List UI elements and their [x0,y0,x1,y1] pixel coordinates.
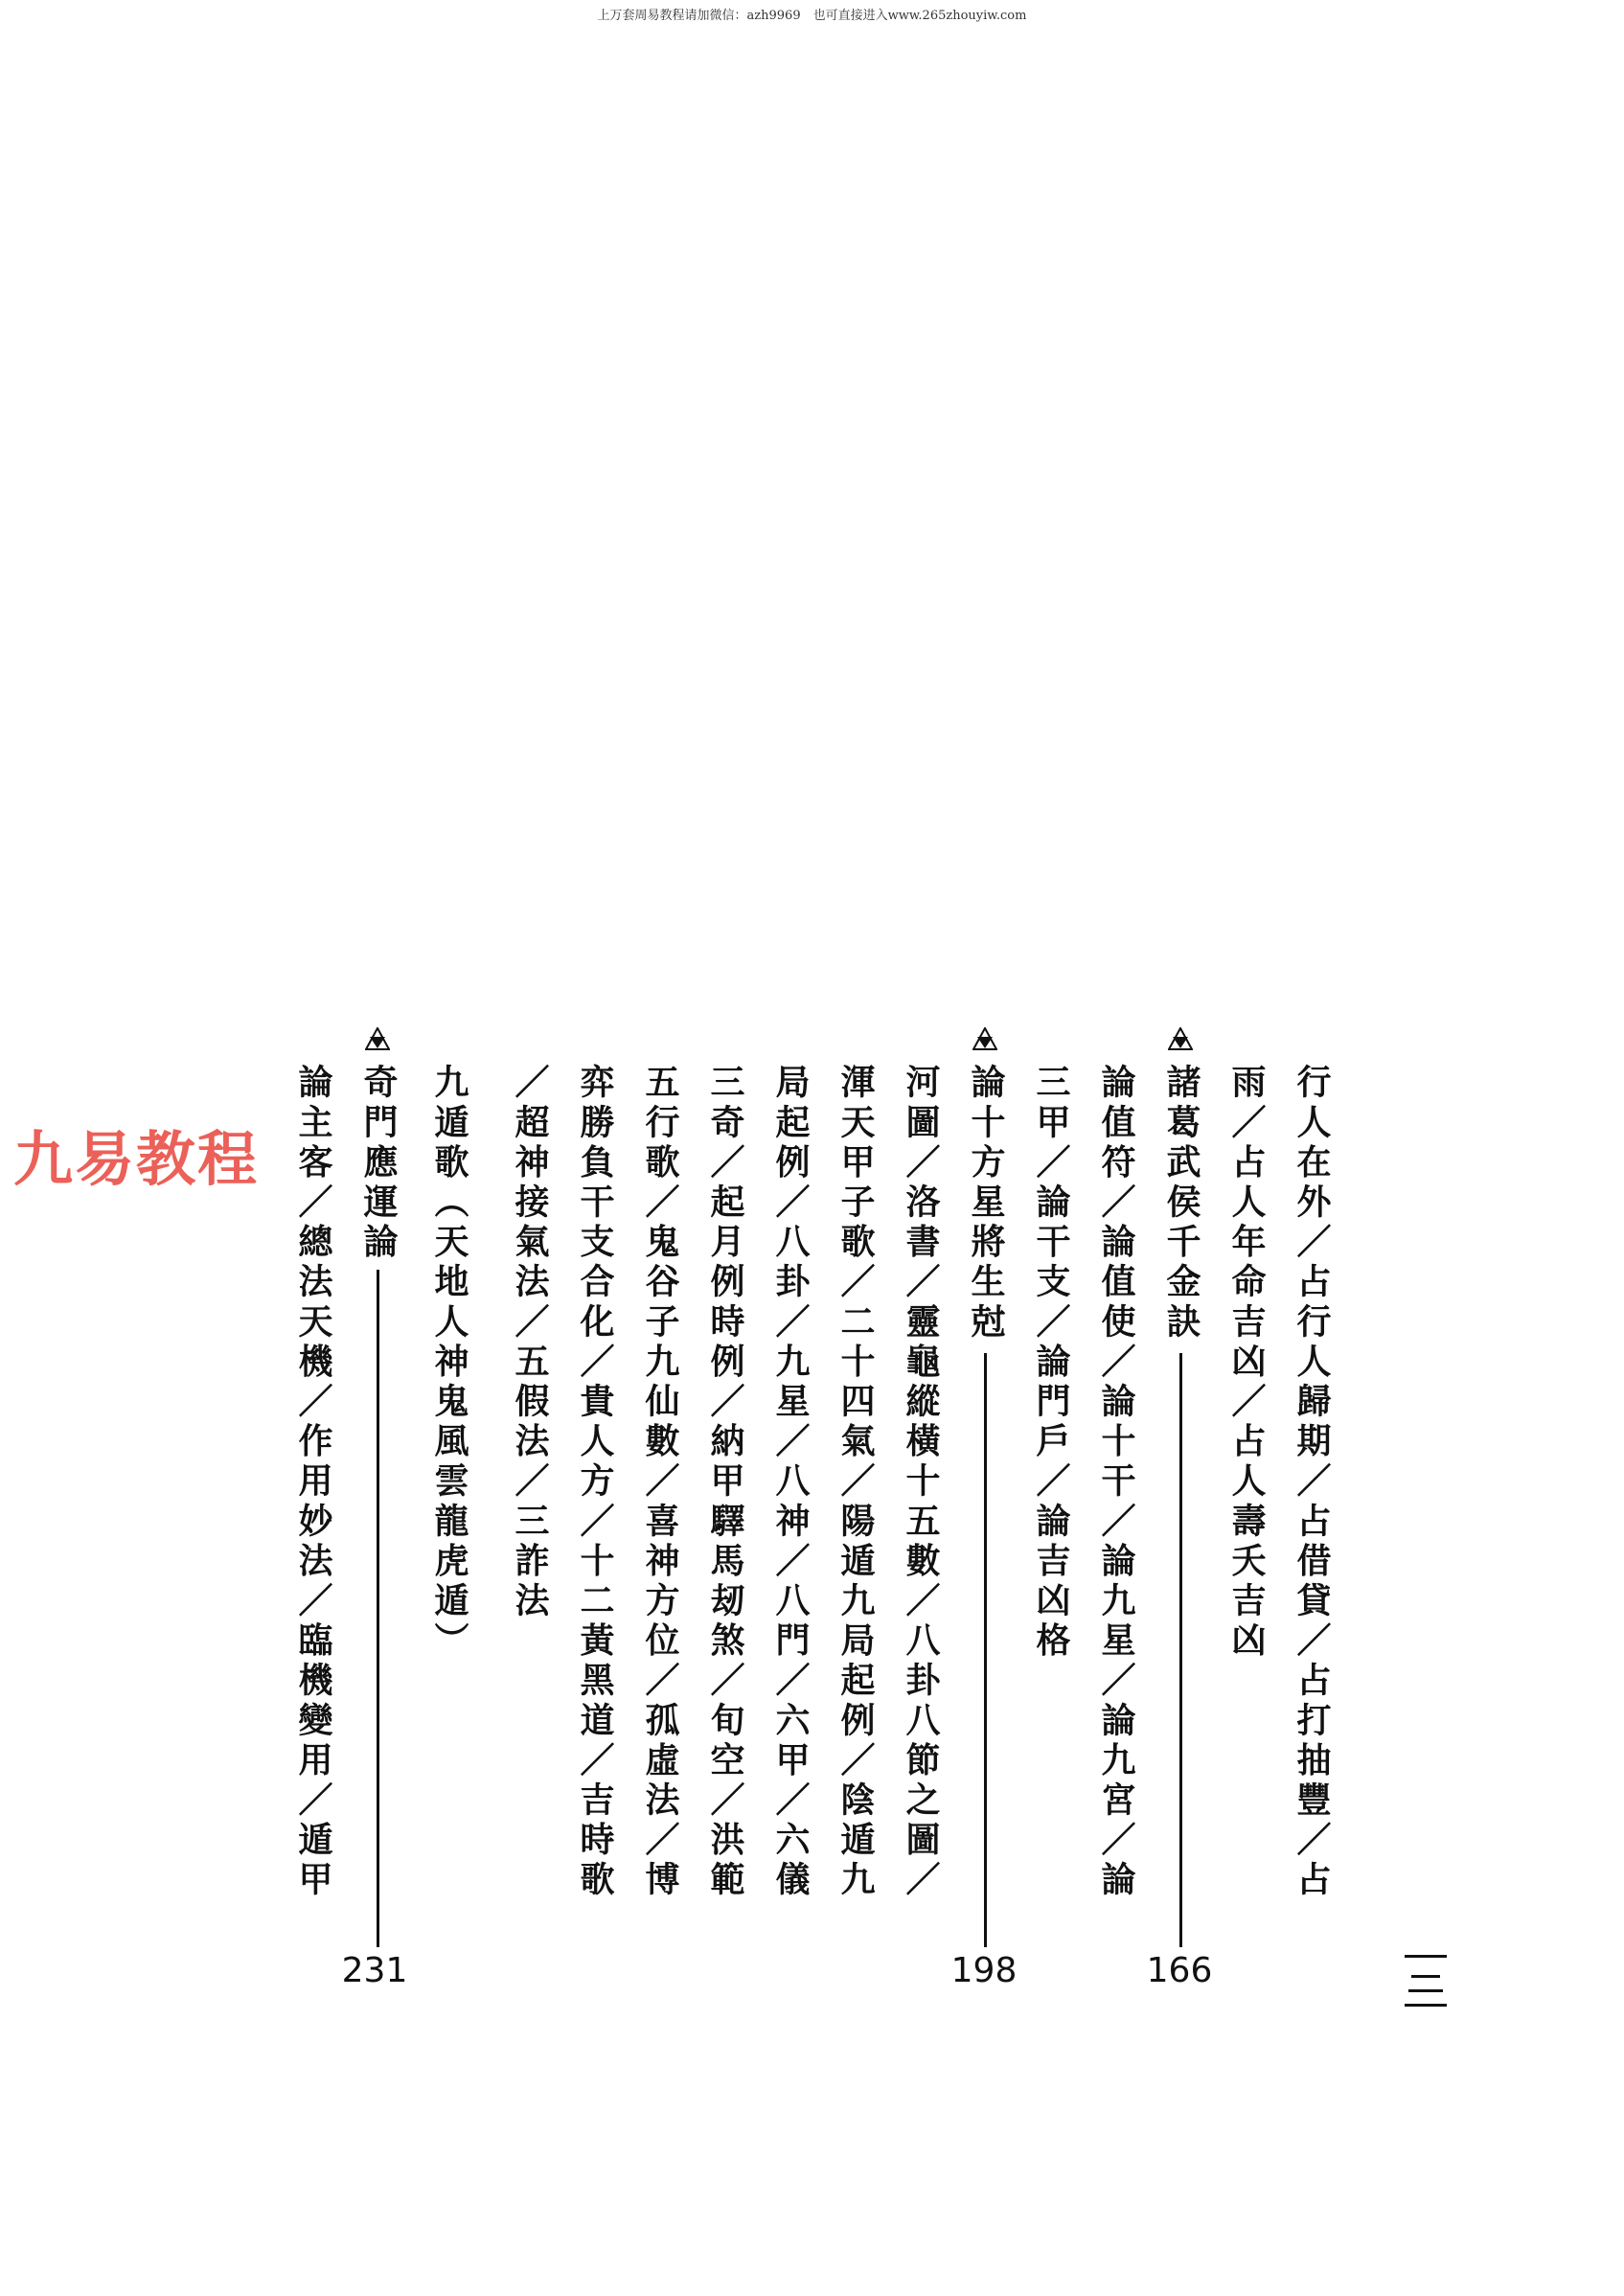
text-line: ／超神接氣法／五假法／三詐法 [510,1064,549,1622]
text-line: 弈勝負干支合化／貴人方／十二黃黑道／吉時歌 [575,1064,614,1901]
page-number-mark [1405,1955,1447,2018]
watermark-logo: 九易教程 [13,1124,260,1194]
text-line: 雨／占人年命吉凶／占人壽夭吉凶 [1226,1064,1266,1662]
triangle-marker-icon [972,1027,997,1050]
text-line: 三甲／論干支／論門戶／論吉凶格 [1031,1064,1070,1662]
header-banner: 上万套周易教程请加微信：azh9969 也可直接进入www.265zhouyiw.com [597,9,1027,23]
page-ref: 231 [341,1951,408,1990]
page-ref: 198 [950,1951,1018,1990]
leader-rule [1179,1353,1182,1947]
text-line: 三奇／起月例時例／納甲驛馬刼煞／旬空／洪範 [705,1064,744,1901]
leader-rule [984,1353,987,1947]
section-heading: 諸葛武侯千金訣 [1161,1064,1201,1343]
triangle-marker-icon [365,1027,390,1050]
text-line: 局起例／八卦／九星／八神／八門／六甲／六儀 [770,1064,810,1901]
text-line: 論值符／論值使／論十干／論九星／論九宮／論 [1096,1064,1135,1901]
page-ref: 166 [1146,1951,1213,1990]
section-heading: 論十方星將生尅 [966,1064,1005,1343]
text-line: 五行歌／鬼谷子九仙數／喜神方位／孤虛法／博 [640,1064,679,1901]
text-line: 論主客／總法天機／作用妙法／臨機變用／遁甲 [293,1064,332,1901]
triangle-marker-icon [1168,1027,1193,1050]
text-line: 河圖／洛書／靈龜縱橫十五數／八卦八節之圖／ [901,1064,940,1901]
section-heading: 奇門應運論 [358,1064,398,1263]
text-line: 渾天甲子歌／二十四氣／陽遁九局起例／陰遁九 [835,1064,875,1901]
text-line: 行人在外／占行人歸期／占借貸／占打抽豐／占 [1292,1064,1331,1901]
leader-rule [377,1270,379,1947]
text-line: 九遁歌（天地人神鬼風雲龍虎遁） [429,1064,469,1662]
